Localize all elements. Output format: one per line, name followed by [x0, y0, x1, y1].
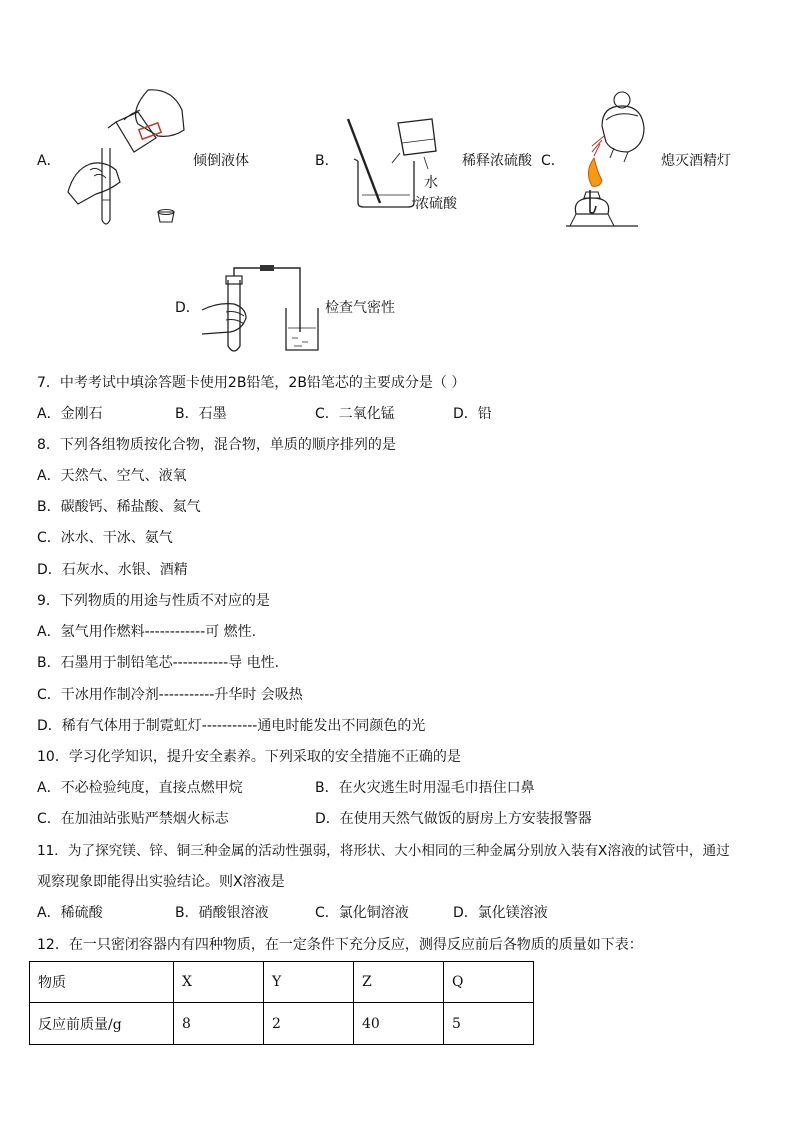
q11-stem-line1: 11．为了探究镁、锌、铜三种金属的活动性强弱，将形状、大小相同的三种金属分别放入装有X溶液的试管中，通过	[37, 843, 730, 859]
acid-label: 浓硫酸	[415, 196, 457, 212]
q9-option-b[interactable]: B．石墨用于制铅笔芯-----------导 电性.	[37, 655, 280, 671]
q12-stem: 12．在一只密闭容器内有四种物质，在一定条件下充分反应，测得反应前后各物质的质量如下表：	[37, 937, 643, 953]
pouring-liquid-illustration	[60, 80, 190, 230]
blow-out-lamp-illustration	[562, 86, 662, 231]
airtightness-check-illustration	[200, 262, 325, 357]
q9-option-d[interactable]: D．稀有气体用于制霓虹灯-----------通电时能发出不同颜色的光	[37, 718, 426, 734]
mass-table	[29, 961, 534, 1045]
table-row	[30, 1003, 534, 1045]
table-cell: 40	[354, 1003, 444, 1045]
q10-option-a[interactable]: A．不必检验纯度，直接点燃甲烷	[37, 780, 243, 796]
q9-option-a[interactable]: A．氢气用作燃料------------可 燃性.	[37, 624, 257, 640]
q10-stem: 10．学习化学知识，提升安全素养。下列采取的安全措施不正确的是	[37, 749, 461, 765]
q11-option-a[interactable]: A．稀硫酸	[37, 905, 103, 921]
table-header-row	[30, 962, 534, 1003]
q7-option-d[interactable]: D．铅	[453, 406, 492, 422]
table-cell: 反应前质量/g	[30, 1003, 174, 1045]
q8-option-c[interactable]: C．冰水、干冰、氨气	[37, 530, 173, 546]
table-cell: X	[174, 962, 264, 1003]
table-cell: Q	[444, 962, 534, 1003]
q8-option-b[interactable]: B．碳酸钙、稀盐酸、氦气	[37, 499, 201, 515]
q7-stem: 7．中考考试中填涂答题卡使用2B铅笔，2B铅笔芯的主要成分是（ ）	[37, 375, 466, 391]
table-cell: 8	[174, 1003, 264, 1045]
water-label: 水	[424, 175, 438, 191]
table-cell: Y	[264, 962, 354, 1003]
q6-option-c-label[interactable]: C．	[541, 153, 565, 169]
q11-stem-line2: 观察现象即能得出实验结论。则X溶液是	[37, 874, 285, 890]
q9-option-c[interactable]: C．干冰用作制冷剂-----------升华时 会吸热	[37, 687, 303, 703]
q8-option-a[interactable]: A．天然气、空气、液氧	[37, 468, 187, 484]
q10-option-c[interactable]: C．在加油站张贴严禁烟火标志	[37, 811, 229, 827]
table-cell: 5	[444, 1003, 534, 1045]
q11-option-d[interactable]: D．氯化镁溶液	[453, 905, 548, 921]
q6-option-b-caption: 稀释浓硫酸	[462, 153, 532, 169]
q10-option-d[interactable]: D．在使用天然气做饭的厨房上方安装报警器	[315, 811, 592, 827]
q7-option-a[interactable]: A．金刚石	[37, 406, 103, 422]
table-cell: 物质	[30, 962, 174, 1003]
q11-option-b[interactable]: B．硝酸银溶液	[175, 905, 269, 921]
q6-option-a-caption: 倾倒液体	[193, 153, 249, 169]
q9-stem: 9．下列物质的用途与性质不对应的是	[37, 593, 270, 609]
q6-option-d-caption: 检查气密性	[325, 300, 395, 316]
q7-option-b[interactable]: B．石墨	[175, 406, 227, 422]
q6-option-b-label[interactable]: B．	[315, 153, 339, 169]
table-cell: 2	[264, 1003, 354, 1045]
q7-option-c[interactable]: C．二氧化锰	[315, 406, 395, 422]
q11-option-c[interactable]: C．氯化铜溶液	[315, 905, 409, 921]
table-cell: Z	[354, 962, 444, 1003]
q6-option-c-caption: 熄灭酒精灯	[661, 153, 731, 169]
q6-option-d-label[interactable]: D．	[175, 300, 200, 316]
q6-option-a-label[interactable]: A．	[37, 153, 61, 169]
q10-option-b[interactable]: B．在火灾逃生时用湿毛巾捂住口鼻	[315, 780, 535, 796]
q8-option-d[interactable]: D．石灰水、水银、酒精	[37, 562, 188, 578]
q8-stem: 8．下列各组物质按化合物，混合物，单质的顺序排列的是	[37, 437, 396, 453]
